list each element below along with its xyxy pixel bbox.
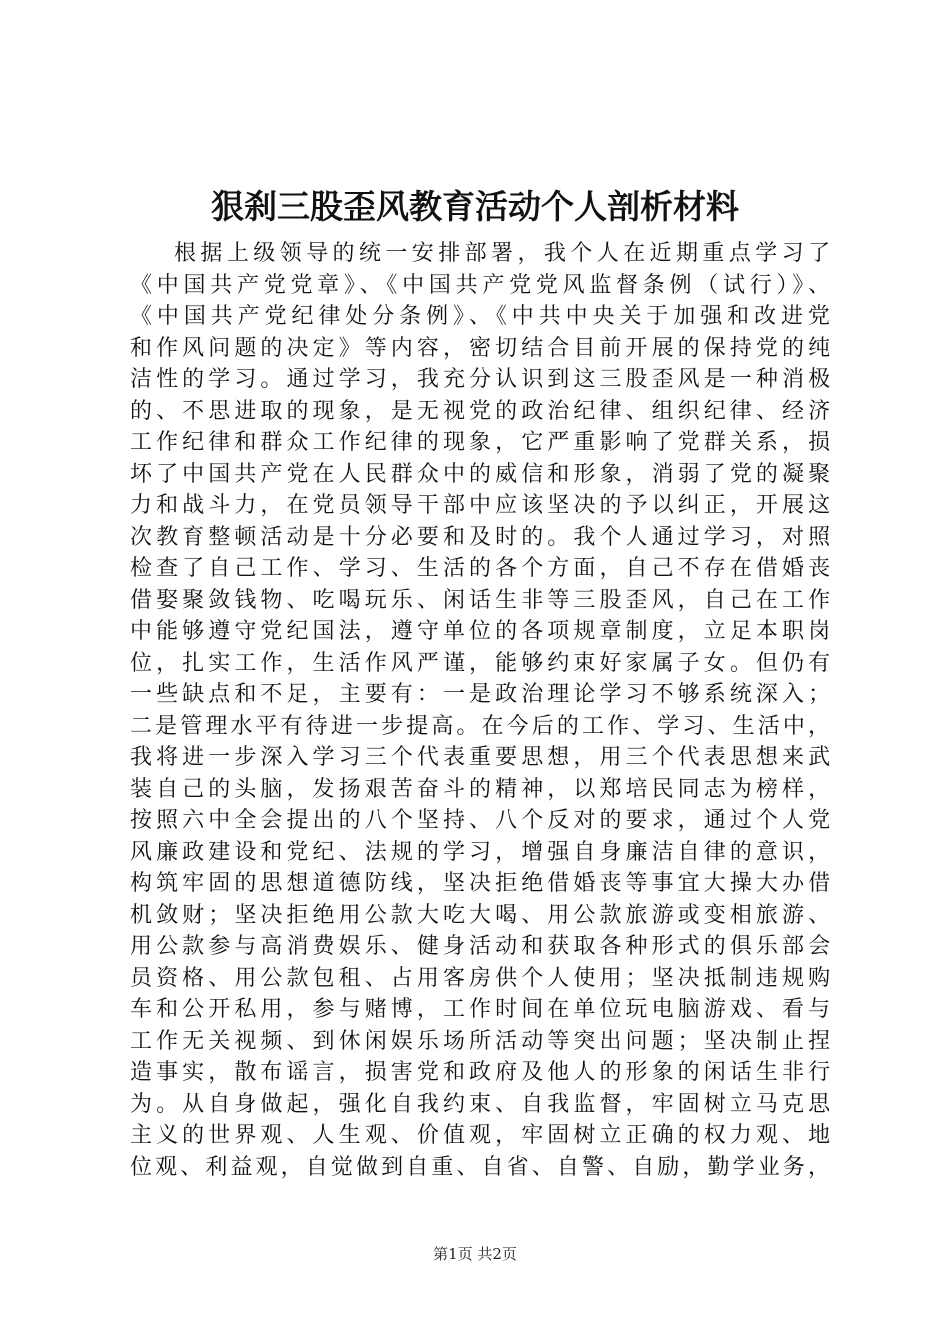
paragraph-line: 坏了中国共产党在人民群众中的威信和形象，消弱了党的凝聚 (130, 461, 835, 487)
paragraph-line: 装自己的头脑，发扬艰苦奋斗的精神，以郑培民同志为榜样， (130, 776, 835, 802)
paragraph-line: 主义的世界观、人生观、价值观，牢固树立正确的权力观、地 (130, 1123, 835, 1148)
paragraph-line: 《中国共产党党章》、《中国共产党党风监督条例（试行）》、 (130, 272, 835, 298)
paragraph-line: 员资格、用公款包租、占用客房供个人使用；坚决抵制违规购 (130, 965, 835, 991)
document-title: 狠刹三股歪风教育活动个人剖析材料 (211, 187, 739, 226)
paragraph-line: 车和公开私用，参与赌博，工作时间在单位玩电脑游戏、看与 (130, 997, 835, 1022)
paragraph-line: 构筑牢固的思想道德防线，坚决拒绝借婚丧等事宜大操大办借 (130, 871, 835, 896)
paragraph-line: 和作风问题的决定》等内容，密切结合目前开展的保持党的纯 (130, 335, 835, 361)
paragraph-line: 的、不思进取的现象，是无视党的政治纪律、组织纪律、经济 (130, 398, 835, 424)
paragraph-line: 风廉政建设和党纪、法规的学习，增强自身廉洁自律的意识， (130, 839, 835, 865)
paragraph-line: 用公款参与高消费娱乐、健身活动和获取各种形式的俱乐部会 (130, 934, 835, 959)
paragraph-line: 力和战斗力，在党员领导干部中应该坚决的予以纠正，开展这 (130, 493, 835, 518)
paragraph-line: 《中国共产党纪律处分条例》、《中共中央关于加强和改进党 (130, 304, 835, 329)
paragraph-line: 次教育整顿活动是十分必要和及时的。我个人通过学习，对照 (130, 524, 835, 550)
paragraph-line: 借娶聚敛钱物、吃喝玩乐、闲话生非等三股歪风，自己在工作 (130, 587, 835, 613)
paragraph-line: 造事实，散布谣言，损害党和政府及他人的形象的闲话生非行 (130, 1060, 835, 1085)
paragraph-line: 为。从自身做起，强化自我约束、自我监督，牢固树立马克思 (130, 1091, 835, 1117)
paragraph-line: 按照六中全会提出的八个坚持、八个反对的要求，通过个人党 (130, 808, 835, 833)
paragraph-line: 检查了自己工作、学习、生活的各个方面，自己不存在借婚丧 (130, 556, 835, 581)
page-number-footer: 第1页 共2页 (433, 1245, 517, 1263)
body-paragraph (130, 238, 835, 1183)
paragraph-line: 位观、利益观，自觉做到自重、自省、自警、自励，勤学业务， (130, 1154, 834, 1180)
paragraph-line: 洁性的学习。通过学习，我充分认识到这三股歪风是一种消极 (130, 367, 835, 392)
paragraph-line: 机敛财；坚决拒绝用公款大吃大喝、用公款旅游或变相旅游、 (130, 902, 835, 928)
paragraph-line: 中能够遵守党纪国法，遵守单位的各项规章制度，立足本职岗 (130, 619, 835, 644)
paragraph-line: 二是管理水平有待进一步提高。在今后的工作、学习、生活中， (130, 713, 834, 739)
paragraph-line: 工作纪律和群众工作纪律的现象，它严重影响了党群关系，损 (130, 430, 835, 455)
paragraph-line: 我将进一步深入学习三个代表重要思想，用三个代表思想来武 (130, 745, 835, 770)
paragraph-line: 根据上级领导的统一安排部署，我个人在近期重点学习了 (174, 241, 835, 266)
paragraph-line: 位，扎实工作，生活作风严谨，能够约束好家属子女。但仍有 (130, 650, 835, 676)
paragraph-line: 工作无关视频、到休闲娱乐场所活动等突出问题；坚决制止捏 (130, 1028, 835, 1054)
paragraph-line: 一些缺点和不足，主要有：一是政治理论学习不够系统深入； (130, 682, 835, 707)
